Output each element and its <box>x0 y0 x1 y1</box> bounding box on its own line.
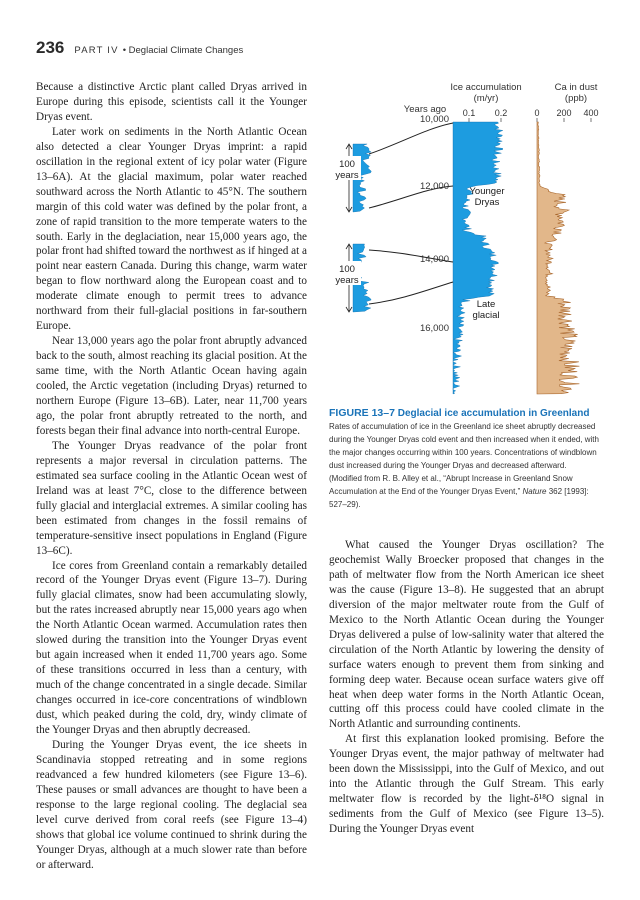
ice-core-chart <box>329 78 614 398</box>
body-paragraph: Later work on sediments in the North Atlantic Ocean also detected a clear Younger Dryas imprint: a rapid oscillation in the regional extent of icy polar water (Figure 13–6A). At the glacial maximum, polar water reached southward across the North Atlantic to 45°N. The southern margin of this cold water was defined by the polar front, a zone of rapid transition to the more temperate waters to the south. Early in the deglaciation, near 15,000 years ago, the polar front had shifted toward the northwest as if hinged at a point near eastern Canada. During this change, warm water began to flow northward along the European coast and to moderate climate enough to permit trees to advance northward from their full-glacial positions in far-southern Europe. <box>36 125 307 333</box>
annotation-younger: Younger <box>469 186 505 197</box>
left-text-column <box>36 80 307 873</box>
years-ago-label: Years ago <box>403 104 447 115</box>
caption-title-line <box>329 407 601 420</box>
caption-journal: Nature <box>522 487 547 496</box>
annotation-late: Late <box>476 299 496 310</box>
part-label: PART IV <box>74 45 119 56</box>
caption-citation: 362 [1993]: 527–29). <box>329 487 589 509</box>
ca-tick-label: 0 <box>534 108 540 118</box>
ice-tick-label: 0.1 <box>462 108 476 118</box>
age-tick-label: 14,000 <box>419 254 449 265</box>
body-paragraph: The Younger Dryas readvance of the polar front represents a major reversal in circulation patterns. The estimated sea surface cooling in the Atlantic Ocean west of Ireland was at least 7°C, close to the difference between fully glacial and interglacial extremes. A similar cooling has been estimated from changes in the fossil remains of temperature-sensitive insect populations in England (Figure 13–6C). <box>36 439 307 557</box>
ice-tick-label: 0.2 <box>494 108 508 118</box>
page-number: 236 <box>36 38 65 57</box>
age-tick-label: 12,000 <box>419 181 449 192</box>
body-paragraph: Near 13,000 years ago the polar front abruptly advanced back to the south, almost reaching its glacial position. At the same time, with the North Atlantic Ocean having again cooled, the Arctic vegetation (including Dryas) returned to northern Europe (Figure 13–6B). Later, near 11,700 years ago, the polar front abruptly retreated to the north, and forests began their final advance into north-central Europe. <box>36 335 307 437</box>
ca-tick-label: 200 <box>556 108 572 118</box>
caption-figure-number: FIGURE 13–7 <box>329 407 395 419</box>
body-paragraph: During the Younger Dryas event, the ice sheets in Scandinavia stopped retreating and in some regions readvanced a few hundred kilometers (see Figure 13–6). These pauses or small advances are thought to have been a response to the large regional cooling. The deglacial sea level curve derived from coral reefs (see Figure 13–4) shows that global ice volume continued to shrink during the Younger Dryas, although at a much slower rate than before or afterward. <box>36 738 307 871</box>
bracket-upper-value: 100 <box>339 159 355 170</box>
ca-dust-label: Ca in dust <box>554 82 598 93</box>
right-text-column <box>329 538 604 837</box>
figure-13-7 <box>329 78 614 398</box>
body-paragraph: At first this explanation looked promising. Before the Younger Dryas event, the major pathway of meltwater had been down the Mississippi, into the Gulf of Mexico, and out into the Atlantic through the Gulf Stream. This early meltwater flow is recorded by the light-δ¹⁸O signal in sediments from the Gulf of Mexico (see Figure 13–5). During the Younger Dryas event <box>329 733 604 836</box>
ca-tick-label: 400 <box>583 108 599 118</box>
annotation-glacial: glacial <box>472 310 500 321</box>
body-paragraph: Ice cores from Greenland contain a remarkably detailed record of the Younger Dryas event (Figure 13–7). During fully glacial climates, snow had been accumulating slowly, but the rates increased abruptly near 15,000 years ago when the North Atlantic Ocean warmed. Accumulation rates then slowed during the transition into the Younger Dryas event but again increased when it ended 11,700 years ago. Some of these transitions occurred in less than a century, with much of the change concentrated in a single decade. Similar changes occurred in ice-core concentrations of windblown dust, which peaked during the cold, dry, windy climate of the Younger Dryas and then abruptly decreased. <box>36 559 307 736</box>
caption-body <box>329 420 601 511</box>
caption-title: Deglacial ice accumulation in Greenland <box>397 408 590 419</box>
age-tick-label: 10,000 <box>419 114 449 125</box>
ice-accumulation-label: Ice accumulation <box>450 82 522 93</box>
bracket-upper-unit: years <box>335 170 359 181</box>
ca-units-label: (ppb) <box>564 93 588 104</box>
age-tick-label: 16,000 <box>419 323 449 334</box>
running-head <box>36 38 243 58</box>
part-title: • Deglacial Climate Changes <box>122 45 244 56</box>
bracket-lower-unit: years <box>335 275 359 286</box>
annotation-dryas: Dryas <box>474 197 500 208</box>
caption-text: Rates of accumulation of ice in the Greenland ice sheet abruptly decreased during the Younger Dryas cold event and then increased when it ended, with the major changes occurring within 100 years. Concentrations of windblown dust increased during the Younger Dryas and decreased afterward. (Modified from R. B. Alley et al., “Abrupt Increase in Greenland Snow Accumulation at the End of the Younger Dryas Event,” <box>329 422 599 496</box>
bracket-lower-value: 100 <box>339 264 355 275</box>
ice-units-label: (m/yr) <box>473 93 499 104</box>
zoom-connector-upper <box>369 123 453 154</box>
body-paragraph: What caused the Younger Dryas oscillation? The geochemist Wally Broecker proposed that changes in the path of meltwater flow from the North American ice sheet was the cause (Figure 13–8). He suggested that an abrupt diversion of the major meltwater route from the Gulf of Mexico to the North Atlantic Ocean during the Younger Dryas delivered a pulse of low-salinity water that altered the circulation of the North Atlantic by lowering the density of surface waters enough to prevent them from sinking and forming deep water. Because ocean surface waters give off heat when deep water forms in the North Atlantic Ocean, cutting off this process could have cooled climate in the North Atlantic and surrounding continents. <box>329 539 604 731</box>
figure-caption <box>329 407 601 511</box>
zoom-connector-lower <box>369 282 453 304</box>
body-paragraph: Because a distinctive Arctic plant called Dryas arrived in Europe during this episode, scientists call it the Younger Dryas event. <box>36 81 307 123</box>
